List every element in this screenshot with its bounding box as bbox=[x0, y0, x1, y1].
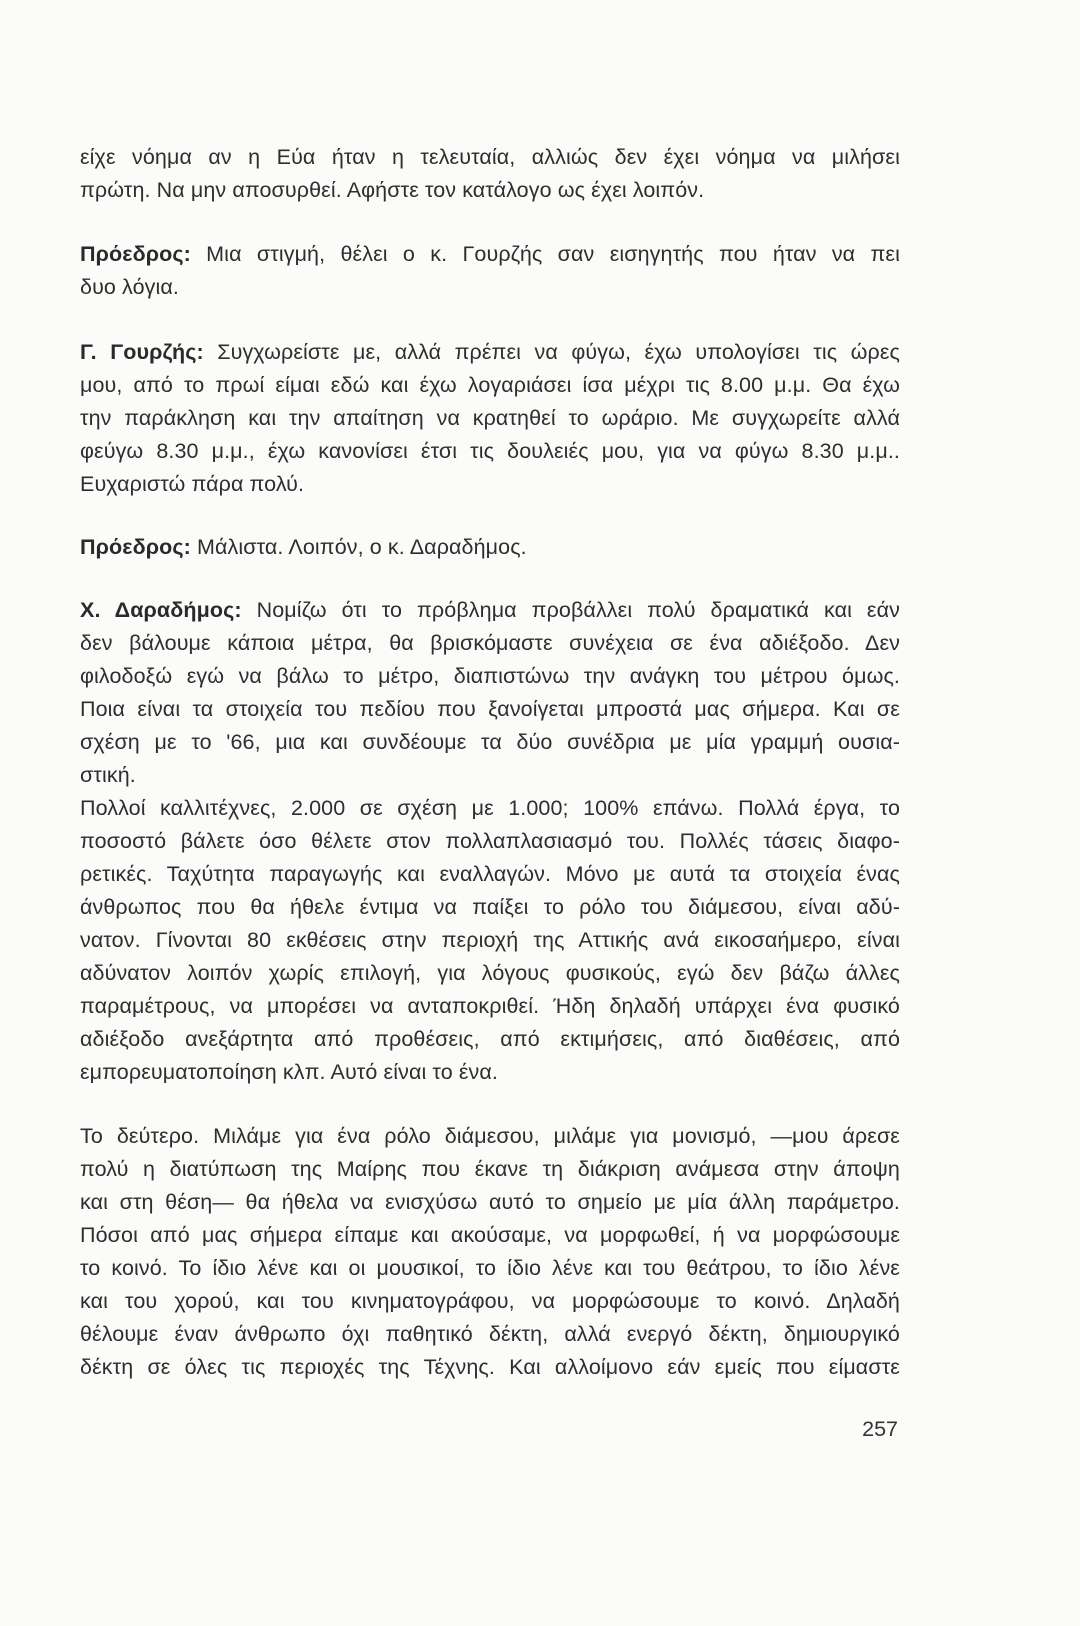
text-line: Ποια είναι τα στοιχεία του πεδίου που ξανοίγεται μπροστά μας σήμερα. Και σε bbox=[80, 697, 900, 721]
text-line: θέλουμε έναν άνθρωπο όχι παθητικό δέκτη, αλλά ενεργό δέκτη, δημιουργικό bbox=[80, 1322, 900, 1346]
speaker-label: Πρόεδρος: bbox=[80, 242, 191, 266]
text-line: είχε νόημα αν η Εύα ήταν η τελευταία, αλλιώς δεν έχει νόημα να μιλήσει bbox=[80, 145, 900, 169]
speaker-label: Χ. Δαραδήμος: bbox=[80, 598, 242, 622]
text-line: αδιέξοδο ανεξάρτητα από προθέσεις, από εκτιμήσεις, από διαθέσεις, από bbox=[80, 1027, 900, 1051]
text-line: σχέση με το '66, μια και συνδέουμε τα δύο συνέδρια με μία γραμμή ουσια- bbox=[80, 730, 900, 754]
text-line: μου, από το πρωί είμαι εδώ και έχω λογαριάσει ίσα μέχρι τις 8.00 μ.μ. Θα έχω bbox=[80, 373, 900, 397]
text-line: το κοινό. Το ίδιο λένε και οι μουσικοί, το ίδιο λένε και του θεάτρου, το ίδιο λένε bbox=[80, 1256, 900, 1280]
text-line: Πολλοί καλλιτέχνες, 2.000 σε σχέση με 1.000; 100% επάνω. Πολλά έργα, το bbox=[80, 796, 900, 820]
speech-text: Νομίζω ότι το πρόβλημα προβάλλει πολύ δραματικά και εάν bbox=[241, 598, 900, 622]
speaker-label: Γ. Γουρζής: bbox=[80, 340, 204, 364]
text-line: δυο λόγια. bbox=[80, 275, 179, 299]
text-line: Πόσοι από μας σήμερα είπαμε και ακούσαμε, να μορφωθεί, ή να μορφώσουμε bbox=[80, 1223, 900, 1247]
text-line: φεύγω 8.30 μ.μ., έχω κανονίσει έτσι τις δουλειές μου, για να φύγω 8.30 μ.μ.. bbox=[80, 439, 900, 463]
speech-text: Συγχωρείστε με, αλλά πρέπει να φύγω, έχω υπολογίσει τις ώρες bbox=[203, 340, 900, 364]
speech-line bbox=[80, 534, 900, 560]
text-line: δέκτη σε όλες τις περιοχές της Τέχνης. Και αλλοίμονο εάν εμείς που είμαστε bbox=[80, 1355, 900, 1379]
text-line: άνθρωπος που θα ήθελε έντιμα να παίξει το ρόλο του διάμεσου, είναι αδύ- bbox=[80, 895, 900, 919]
text-line: πρώτη. Να μην αποσυρθεί. Αφήστε τον κατάλογο ως έχει λοιπόν. bbox=[80, 178, 705, 202]
speech-line bbox=[80, 241, 900, 267]
text-line: την παράκληση και την απαίτηση να κρατηθεί το ωράριο. Με συγχωρείτε αλλά bbox=[80, 406, 900, 430]
page-number: 257 bbox=[862, 1417, 898, 1441]
text-line: και στη θέση— θα ήθελα να ενισχύσω αυτό το σημείο με μία άλλη παράμετρο. bbox=[80, 1190, 900, 1214]
text-line: και του χορού, και του κινηματογράφου, να μορφώσουμε το κοινό. Δηλαδή bbox=[80, 1289, 900, 1313]
speech-text: Μια στιγμή, θέλει ο κ. Γουρζής σαν εισηγητής που ήταν να πει bbox=[190, 242, 900, 266]
speech-line bbox=[80, 339, 900, 365]
speech-text: Μάλιστα. Λοιπόν, ο κ. Δαραδήμος. bbox=[190, 535, 527, 559]
text-line: νατον. Γίνονται 80 εκθέσεις στην περιοχή της Αττικής ανά εικοσαήμερο, είναι bbox=[80, 928, 900, 952]
speaker-label: Πρόεδρος: bbox=[80, 535, 191, 559]
text-line: ρετικές. Ταχύτητα παραγωγής και εναλλαγών. Μόνο με αυτά τα στοιχεία ένας bbox=[80, 862, 900, 886]
text-line: δεν βάλουμε κάποια μέτρα, θα βρισκόμαστε συνέχεια σε ένα αδιέξοδο. Δεν bbox=[80, 631, 900, 655]
text-line: Το δεύτερο. Μιλάμε για ένα ρόλο διάμεσου, μιλάμε για μονισμό, —μου άρεσε bbox=[80, 1124, 900, 1148]
speech-line bbox=[80, 597, 900, 623]
text-line: στική. bbox=[80, 763, 136, 787]
text-line: ποσοστό βάλετε όσο θέλετε στον πολλαπλασιασμό του. Πολλές τάσεις διαφο- bbox=[80, 829, 900, 853]
text-line: Ευχαριστώ πάρα πολύ. bbox=[80, 472, 305, 496]
text-line: εμπορευματοποίηση κλπ. Αυτό είναι το ένα. bbox=[80, 1060, 498, 1084]
text-line: αδύνατον λοιπόν χωρίς επιλογή, για λόγους φυσικούς, εγώ δεν βάζω άλλες bbox=[80, 961, 900, 985]
text-line: παραμέτρους, να μπορέσει να ανταποκριθεί. Ήδη δηλαδή υπάρχει ένα φυσικό bbox=[80, 994, 900, 1018]
text-line: φιλοδοξώ εγώ να βάλω το μέτρο, διαπιστώνω την ανάγκη του μέτρου όμως. bbox=[80, 664, 900, 688]
text-line: πολύ η διατύπωση της Μαίρης που έκανε τη διάκριση ανάμεσα στην άποψη bbox=[80, 1157, 900, 1181]
